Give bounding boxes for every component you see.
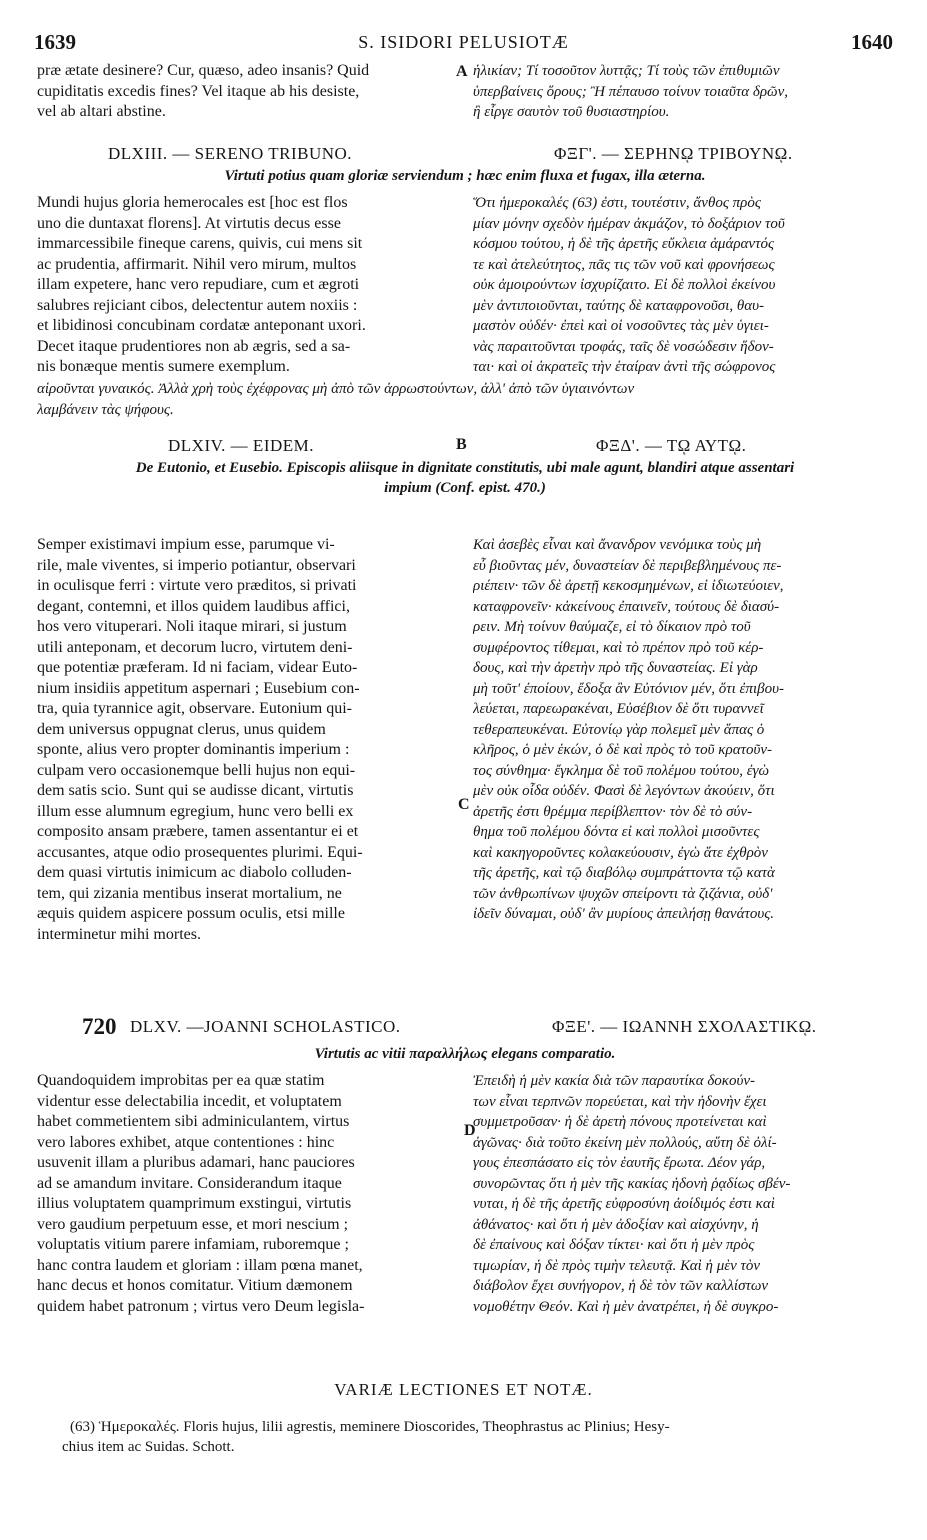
notes-heading: VARIÆ LECTIONES ET NOTÆ. [334, 1380, 593, 1399]
running-head [28, 30, 899, 58]
margin-marker-b: B [456, 436, 467, 453]
letter-564-greek-heading: ΦΞΔ'. — Τῼ ΑΥΤῼ. [596, 436, 747, 455]
letter-565-latin-text: Quandoquidem improbitas per ea quæ statim videntur esse delectabilia incedit, et voluptatem habet commetientem sibi adminiculantem, virtus vero labores exhibet, atque contentiones : hinc usuvenit illam a pluribus adamari, hanc pauciores ad se amandum invitare. Considerandum itaque illius voluptatem quamprimum exstingui, virtutis vero gaudium perpetuum esse, et mori nescium ; voluptatis vitium parere infamiam, ruboremque ; hanc contra laudem et gloriam : illam pœna manet, hanc decus et honos comitatur. Vitium dæmonem quidem habet patronum ; virtus vero Deum legisla- [37, 1072, 365, 1315]
letter-565-greek-text: Ἐπειδὴ ἡ μὲν κακία διὰ τῶν παραυτίκα δοκούν- των εἶναι τερπνῶν πορεύεται, καὶ τὴν ἡδονὴν ἔχει συμμετροῦσαν· ἡ δὲ ἀρετὴ πόνους προτείνεται καὶ ἀγῶνας· διὰ τοῦτο ἐκείνη μὲν πολλούς, αὕτη δὲ ὀλί- γους ἐπεσπάσατο εἰς τὸν ἑαυτῆς ἔρωτα. Δέον γάρ, συνορῶντας ὅτι ἡ μὲν τῆς κακίας ἡδονὴ ῥᾳδίως σβέν- νυται, ἡ δὲ τῆς ἀρετῆς εὐφροσύνη ἀοίδιμός ἐστι καὶ ἀθάνατος· καὶ ὅτι ἡ μὲν ἀδοξίαν καὶ αἰσχύνην, ἡ δὲ ἐπαίνους καὶ δόξαν τίκτει· καὶ ὅτι ἡ μὲν πρὸς τιμωρίαν, ἡ δὲ πρὸς τιμὴν τελευτᾷ. Καὶ ἡ μὲν τὸν διάβολον ἔχει συνήγορον, ἡ δὲ τὸν τῶν καλλίστων νομοθέτην Θεόν. Καὶ ἡ μὲν ἀνατρέπει, ἡ δὲ συγκρο- [473, 1073, 791, 1315]
letter-563-greek-continuation: αἱροῦνται γυναικός. Ἀλλὰ χρὴ τοὺς ἐχέφρονας μὴ ἀπὸ τῶν ἀρρωστούντων, ἀλλ' ἀπὸ τῶν ὑγιαινόντων λαμβάνειν τὰς ψήφους. [37, 381, 635, 418]
letter-564-subtitle: De Eutonio, et Eusebio. Episcopis aliisque in dignitate constitutis, ubi male agunt, blandiri atque assentari impium (Conf. epist. 470.) [135, 460, 795, 496]
letter-565-subtitle: Virtutis ac vitii παραλλήλως elegans comparatio. [314, 1046, 616, 1062]
intro-latin: præ ætate desinere? Cur, quæso, adeo insanis? Quid cupiditatis excedis fines? Vel itaque ab his desiste, vel ab altari abstine. [37, 62, 370, 120]
left-column-number: 1639 [34, 30, 76, 54]
margin-marker-a: A [456, 63, 468, 80]
margin-marker-c: C [458, 796, 470, 813]
letter-563-latin-text: Mundi hujus gloria hemerocales est [hoc est flos uno die duntaxat florens]. At virtutis decus esse immarcessibile fineque carens, quivis, cui mens sit ac prudentia, affirmarit. Nihil vero mirum, multos illam expetere, hanc vero repudiare, cum et ægroti salubres rejiciant cibos, delectentur autem noxiis : et libidinosi concubinam cordatæ anteponant uxori. Decet itaque prudentiores non ab ægris, sed a sa- nis bonæque mentis sumere exemplum. [37, 194, 366, 375]
margin-marker-d: D [464, 1122, 476, 1139]
letter-563-greek-text: Ὅτι ἡμεροκαλές (63) ἐστι, τουτέστιν, ἄνθος πρὸς μίαν μόνην σχεδὸν ἡμέραν ἀκμάζον, τὸ δοξάριον τοῦ κόσμου τούτου, ἡ δὲ τῆς ἀρετῆς εὔκλεια ἀμάραντός τε καὶ ἀτελεύτητος, πᾶς τις τῶν νοῦ καὶ φρονήσεως οὐκ ἀμοιρούντων ἰσχυρίζαιτο. Εἰ δὲ πολλοὶ ἐκείνου μὲν ἀντιποιοῦνται, ταύτης δὲ καταφρονοῦσι, θαυ- μαστὸν οὐδέν· ἐπεὶ καὶ οἱ νοσοῦντες τὰς μὲν ὑγιει- νὰς παραιτοῦνται τροφάς, ταῖς δὲ νοσώδεσιν ἥδον- ται· καὶ οἱ ἀκρατεῖς τὴν ἑταίραν ἀντὶ τῆς σώφρονος [473, 195, 785, 375]
footnote-63: (63) Ἡμεροκαλές. Floris hujus, lilii agrestis, meminere Dioscorides, Theophrastus ac Plinius; Hesy- chius item ac Suidas. Schott. [62, 1419, 670, 1455]
intro-greek: ἡλικίαν; Τί τοσοῦτον λυττᾷς; Τί τοὺς τῶν ἐπιθυμιῶν ὑπερβαίνεις ὅρους; Ἢ πέπαυσο τοίνυν τοιαῦτα δρῶν, ἢ εἶργε σαυτὸν τοῦ θυσιαστηρίου. [473, 63, 789, 120]
letter-563-latin-heading: DLXIII. — SERENO TRIBUNO. [108, 144, 353, 163]
letter-565-latin-heading: DLXV. —JOANNI SCHOLASTICO. [130, 1017, 401, 1036]
letter-564-latin-heading: DLXIV. — EIDEM. [168, 436, 315, 455]
column-number: 720 [82, 1014, 117, 1039]
letter-563-greek-heading: ΦΞΓ'. — ΣΕΡΗΝῼ ΤΡΙΒΟΥΝῼ. [554, 144, 793, 163]
running-title: S. ISIDORI PELUSIOTÆ [358, 32, 569, 52]
letter-563-subtitle: Virtuti potius quam gloriæ serviendum ; hæc enim fluxa et fugax, illa æterna. [224, 168, 706, 184]
letter-564-latin-text: Semper existimavi impium esse, parumque vi- rile, male viventes, si imperio potiantur, observari in oculisque ferri : virtute vero præditos, si privati degant, contemni, et illos quidem laudibus affici, hos vero vituperari. Noli itaque mirari, si justum utili anteponam, et decorum lucro, virtutem deni- que potentiæ præferam. Id ni faciam, videar Euto- nium insidiis appetitum aspernari ; Eusebium con- tra, quia tyrannice agit, observare. Eutonium qui- dem universus oppugnat clerus, unus quidem sponte, alius vero propter dominantis imperium : culpam vero occasionemque belli hujus non equi- dem satis scio. Sunt qui se audisse dicant, virtutis illum esse alumnum egregium, hunc vero belli ex composito ansam præbere, tamen assentantur ei et accusantes, atque odio prosequentes plurimi. Equi- dem quasi virtutis inimicum ac diabolo colluden- tem, qui zizania mentibus inserat mortalium, ne æquis quidem aspicere possum oculis, etsi mille interminetur mihi mortes. [37, 536, 363, 943]
letter-564-greek-text: Καὶ ἀσεβὲς εἶναι καὶ ἄνανδρον νενόμικα τοὺς μὴ εὖ βιοῦντας μέν, δυναστείαν δὲ περιβεβλημένους πε- ριέπειν· τῶν δὲ ἀρετῇ κεκοσμημένων, εἰ ἰδιωτεύοιεν, καταφρονεῖν· κἀκείνους ἐπαινεῖν, τούτους δὲ διασύ- ρειν. Μὴ τοίνυν θαύμαζε, εἰ τὸ δίκαιον πρὸ τοῦ συμφέροντος τίθεμαι, καὶ τὸ πρέπον πρὸ τοῦ κέρ- δους, καὶ τὴν ἀρετὴν πρὸ τῆς δυναστείας. Εἰ γὰρ μὴ τοῦτ' ἐποίουν, ἔδοξα ἂν Εὐτόνιον μέν, ὅτι ἐπιβου- λεύεται, παρεωρακέναι, Εὐσέβιον δὲ ὅτι τυραννεῖ τεθεραπευκέναι. Εὐτονίῳ γὰρ πολεμεῖ μὲν ἅπας ὁ κλῆρος, ὁ μὲν ἑκών, ὁ δὲ καὶ πρὸς τὸ τοῦ κρατοῦν- τος σύνθημα· ἔγκλημα δὲ τοῦ πολέμου τούτου, ἐγὼ μὲν οὐκ οἶδα οὐδέν. Φασὶ δὲ λεγόντων ἀκούειν, ὅτι ἀρετῆς ἐστι θρέμμα περίβλεπτον· τὸν δὲ τὸ σύν- θημα τοῦ πολέμου δόντα εἰ καὶ πολλοὶ μισοῦντες καὶ κακηγοροῦντες κολακεύουσιν, ἐγὼ ἅτε ἐχθρὸν τῆς ἀρετῆς, καὶ τῷ διαβόλῳ συμπράττοντα τῷ κατὰ τῶν ἀνθρωπίνων ψυχῶν σπείροντι τὰ ζιζάνια, οὐδ' ἰδεῖν δύναμαι, οὐδ' ἂν μυρίους ἀπειλήσῃ θανάτους. [473, 537, 784, 922]
right-column-number: 1640 [851, 30, 893, 54]
letter-565-greek-heading: ΦΞΕ'. — ΙΩΑΝΝΗ ΣΧΟΛΑΣΤΙΚῼ. [552, 1017, 817, 1036]
